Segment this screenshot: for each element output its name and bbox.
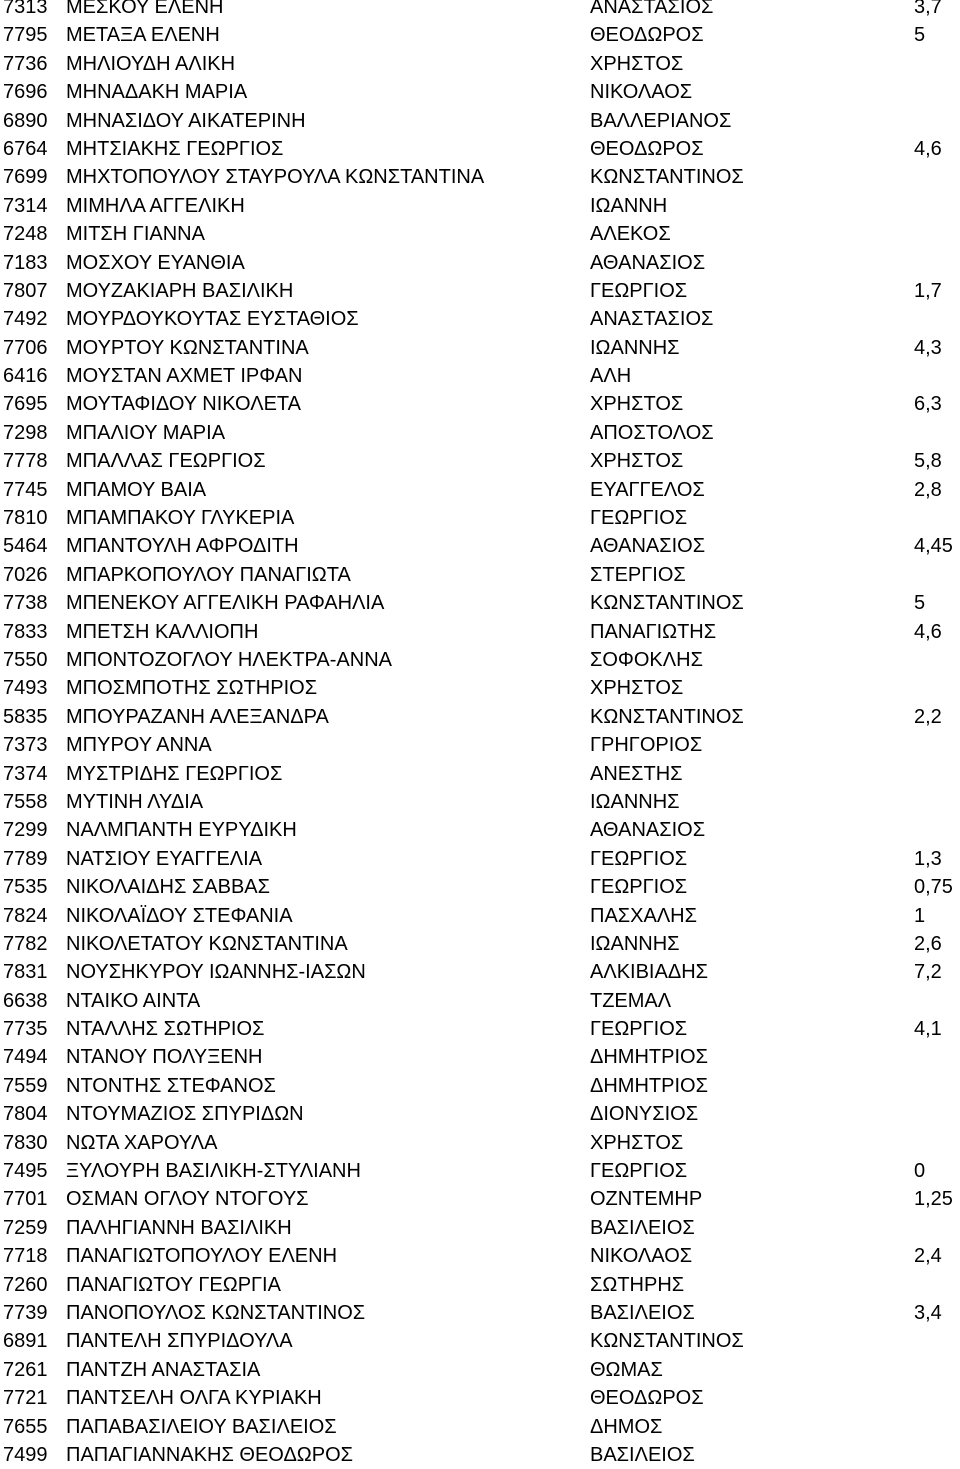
row-father-name: ΔΗΜΗΤΡΙΟΣ (590, 1074, 708, 1097)
row-full-name: ΜΠΕΝΕΚΟΥ ΑΓΓΕΛΙΚΗ ΡΑΦΑΗΛΙΑ (66, 592, 385, 615)
row-full-name: ΜΠΟΣΜΠΟΤΗΣ ΣΩΤΗΡΙΟΣ (66, 677, 318, 700)
list-row (0, 731, 960, 759)
row-id: 7299 (3, 819, 48, 842)
row-grade: 0 (914, 1160, 926, 1183)
row-full-name: ΠΑΝΑΓΙΩΤΟΠΟΥΛΟΥ ΕΛΕΝΗ (66, 1245, 338, 1268)
row-father-name: ΑΛΗ (590, 365, 632, 388)
row-grade: 5 (914, 24, 926, 47)
row-grade: 4,6 (914, 137, 942, 160)
row-grade: 2,8 (914, 478, 942, 501)
row-full-name: ΜΠΟΥΡΑΖΑΝΗ ΑΛΕΞΑΝΔΡΑ (66, 705, 329, 728)
row-grade: 3,4 (914, 1301, 942, 1324)
list-row (0, 618, 960, 646)
row-id: 7493 (3, 677, 48, 700)
row-father-name: ΠΑΝΑΓΙΩΤΗΣ (590, 620, 717, 643)
list-row (0, 1242, 960, 1270)
row-id: 7831 (3, 961, 48, 984)
row-full-name: ΝΤΑΝΟΥ ΠΟΛΥΞΕΝΗ (66, 1046, 263, 1069)
row-id: 7550 (3, 648, 48, 671)
row-full-name: ΝΙΚΟΛΑΪΔΟΥ ΣΤΕΦΑΝΙΑ (66, 904, 293, 927)
row-full-name: ΜΟΥΤΑΦΙΔΟΥ ΝΙΚΟΛΕΤΑ (66, 393, 301, 416)
row-father-name: ΝΙΚΟΛΑΟΣ (590, 81, 693, 104)
row-full-name: ΜΟΥΣΤΑΝ ΑΧΜΕΤ ΙΡΦΑΝ (66, 365, 303, 388)
list-row (0, 816, 960, 844)
row-father-name: ΑΛΚΙΒΙΑΔΗΣ (590, 961, 708, 984)
list-row (0, 532, 960, 560)
list-row (0, 930, 960, 958)
row-id: 7706 (3, 336, 48, 359)
row-full-name: ΞΥΛΟΥΡΗ ΒΑΣΙΛΙΚΗ-ΣΤΥΛΙΑΝΗ (66, 1160, 361, 1183)
list-row (0, 21, 960, 49)
row-father-name: ΑΝΑΣΤΑΣΙΟΣ (590, 0, 714, 18)
row-id: 7026 (3, 563, 48, 586)
row-full-name: ΝΤΑΛΛΗΣ ΣΩΤΗΡΙΟΣ (66, 1018, 265, 1041)
row-id: 7313 (3, 0, 48, 18)
row-id: 7830 (3, 1131, 48, 1154)
row-id: 7655 (3, 1415, 48, 1438)
row-id: 7261 (3, 1358, 48, 1381)
list-row (0, 107, 960, 135)
row-father-name: ΓΕΩΡΓΙΟΣ (590, 507, 688, 530)
row-full-name: ΝΙΚΟΛΑΙΔΗΣ ΣΑΒΒΑΣ (66, 876, 270, 899)
row-father-name: ΘΩΜΑΣ (590, 1358, 663, 1381)
list-row (0, 1441, 960, 1469)
row-id: 7833 (3, 620, 48, 643)
row-full-name: ΠΑΝΟΠΟΥΛΟΣ ΚΩΝΣΤΑΝΤΙΝΟΣ (66, 1301, 366, 1324)
list-row (0, 1384, 960, 1412)
row-father-name: ΣΟΦΟΚΛΗΣ (590, 648, 703, 671)
row-id: 7745 (3, 478, 48, 501)
list-row (0, 277, 960, 305)
list-row (0, 703, 960, 731)
row-full-name: ΠΑΝΤΣΕΛΗ ΟΛΓΑ ΚΥΡΙΑΚΗ (66, 1387, 322, 1410)
row-full-name: ΝΑΛΜΠΑΝΤΗ ΕΥΡΥΔΙΚΗ (66, 819, 297, 842)
row-grade: 4,45 (914, 535, 953, 558)
row-full-name: ΝΟΥΣΗΚΥΡΟΥ ΙΩΑΝΝΗΣ-ΙΑΣΩΝ (66, 961, 366, 984)
row-grade: 1,25 (914, 1188, 953, 1211)
row-id: 5464 (3, 535, 48, 558)
row-father-name: ΒΑΣΙΛΕΙΟΣ (590, 1301, 695, 1324)
row-full-name: ΠΑΠΑΓΙΑΝΝΑΚΗΣ ΘΕΟΔΩΡΟΣ (66, 1443, 354, 1466)
row-grade: 3,7 (914, 0, 942, 18)
row-grade: 1,7 (914, 279, 942, 302)
row-full-name: ΜΟΥΡΤΟΥ ΚΩΝΣΤΑΝΤΙΝΑ (66, 336, 309, 359)
row-father-name: ΙΩΑΝΝΗ (590, 194, 668, 217)
row-id: 6764 (3, 137, 48, 160)
row-full-name: ΜΕΣΚΟΥ ΕΛΕΝΗ (66, 0, 224, 18)
row-father-name: ΚΩΝΣΤΑΝΤΙΝΟΣ (590, 166, 744, 189)
row-full-name: ΝΩΤΑ ΧΑΡΟΥΛΑ (66, 1131, 218, 1154)
list-row (0, 419, 960, 447)
row-father-name: ΣΤΕΡΓΙΟΣ (590, 563, 686, 586)
row-grade: 7,2 (914, 961, 942, 984)
list-row (0, 1100, 960, 1128)
row-father-name: ΓΕΩΡΓΙΟΣ (590, 279, 688, 302)
row-father-name: ΒΑΛΛΕΡΙΑΝΟΣ (590, 109, 732, 132)
row-id: 7738 (3, 592, 48, 615)
list-row (0, 305, 960, 333)
row-father-name: ΑΘΑΝΑΣΙΟΣ (590, 251, 706, 274)
list-row (0, 1327, 960, 1355)
row-id: 7721 (3, 1387, 48, 1410)
row-id: 7804 (3, 1103, 48, 1126)
list-row (0, 1271, 960, 1299)
row-father-name: ΤΖΕΜΑΛ (590, 989, 672, 1012)
row-father-name: ΑΠΟΣΤΟΛΟΣ (590, 421, 714, 444)
row-id: 7736 (3, 52, 48, 75)
row-id: 7499 (3, 1443, 48, 1466)
list-row (0, 561, 960, 589)
row-grade: 5,8 (914, 450, 942, 473)
list-row (0, 163, 960, 191)
row-id: 7559 (3, 1074, 48, 1097)
list-row (0, 1129, 960, 1157)
row-full-name: ΝΑΤΣΙΟΥ ΕΥΑΓΓΕΛΙΑ (66, 847, 263, 870)
row-full-name: ΜΠΑΝΤΟΥΛΗ ΑΦΡΟΔΙΤΗ (66, 535, 299, 558)
list-row (0, 447, 960, 475)
row-id: 6890 (3, 109, 48, 132)
row-grade: 2,4 (914, 1245, 942, 1268)
row-grade: 4,6 (914, 620, 942, 643)
row-grade: 1 (914, 904, 926, 927)
row-full-name: ΜΠΑΡΚΟΠΟΥΛΟΥ ΠΑΝΑΓΙΩΤΑ (66, 563, 351, 586)
row-full-name: ΜΙΤΣΗ ΓΙΑΝΝΑ (66, 223, 205, 246)
list-row (0, 135, 960, 163)
row-father-name: ΘΕΟΔΩΡΟΣ (590, 24, 704, 47)
row-grade: 6,3 (914, 393, 942, 416)
row-father-name: ΝΙΚΟΛΑΟΣ (590, 1245, 693, 1268)
list-row (0, 220, 960, 248)
row-full-name: ΜΗΤΣΙΑΚΗΣ ΓΕΩΡΓΙΟΣ (66, 137, 284, 160)
row-full-name: ΜΥΣΤΡΙΔΗΣ ΓΕΩΡΓΙΟΣ (66, 762, 283, 785)
list-row (0, 845, 960, 873)
row-grade: 4,3 (914, 336, 942, 359)
row-id: 7778 (3, 450, 48, 473)
list-row (0, 78, 960, 106)
row-id: 6416 (3, 365, 48, 388)
list-row (0, 334, 960, 362)
list-row (0, 958, 960, 986)
list-row (0, 1043, 960, 1071)
row-full-name: ΠΑΝΤΕΛΗ ΣΠΥΡΙΔΟΥΛΑ (66, 1330, 293, 1353)
row-father-name: ΟΖΝΤΕΜΗΡ (590, 1188, 703, 1211)
row-id: 7298 (3, 421, 48, 444)
list-row (0, 0, 960, 21)
list-row (0, 873, 960, 901)
row-id: 7374 (3, 762, 48, 785)
row-father-name: ΙΩΑΝΝΗΣ (590, 932, 680, 955)
row-father-name: ΓΕΩΡΓΙΟΣ (590, 1018, 688, 1041)
row-father-name: ΑΝΑΣΤΑΣΙΟΣ (590, 308, 714, 331)
row-father-name: ΒΑΣΙΛΕΙΟΣ (590, 1443, 695, 1466)
list-row (0, 760, 960, 788)
row-father-name: ΑΝΕΣΤΗΣ (590, 762, 683, 785)
row-full-name: ΠΑΝΤΖΗ ΑΝΑΣΤΑΣΙΑ (66, 1358, 261, 1381)
row-father-name: ΔΗΜΟΣ (590, 1415, 663, 1438)
list-row (0, 589, 960, 617)
row-grade: 4,1 (914, 1018, 942, 1041)
row-full-name: ΜΠΑΜΟΥ ΒΑΙΑ (66, 478, 207, 501)
row-id: 7807 (3, 279, 48, 302)
row-id: 7492 (3, 308, 48, 331)
list-row (0, 1072, 960, 1100)
row-father-name: ΚΩΝΣΤΑΝΤΙΝΟΣ (590, 592, 744, 615)
row-full-name: ΜΥΤΙΝΗ ΛΥΔΙΑ (66, 790, 204, 813)
list-row (0, 192, 960, 220)
row-id: 7495 (3, 1160, 48, 1183)
row-id: 7695 (3, 393, 48, 416)
row-father-name: ΓΕΩΡΓΙΟΣ (590, 876, 688, 899)
row-full-name: ΜΙΜΗΛΑ ΑΓΓΕΛΙΚΗ (66, 194, 245, 217)
row-father-name: ΧΡΗΣΤΟΣ (590, 52, 684, 75)
row-full-name: ΜΠΑΛΙΟΥ ΜΑΡΙΑ (66, 421, 226, 444)
row-full-name: ΜΗΝΑΣΙΔΟΥ ΑΙΚΑΤΕΡΙΝΗ (66, 109, 306, 132)
row-full-name: ΜΗΧΤΟΠΟΥΛΟΥ ΣΤΑΥΡΟΥΛΑ ΚΩΝΣΤΑΝΤΙΝΑ (66, 166, 485, 189)
row-id: 7701 (3, 1188, 48, 1211)
row-full-name: ΝΤΟΝΤΗΣ ΣΤΕΦΑΝΟΣ (66, 1074, 276, 1097)
row-father-name: ΑΘΑΝΑΣΙΟΣ (590, 535, 706, 558)
row-father-name: ΧΡΗΣΤΟΣ (590, 393, 684, 416)
list-row (0, 362, 960, 390)
row-grade: 2,6 (914, 932, 942, 955)
row-father-name: ΘΕΟΔΩΡΟΣ (590, 1387, 704, 1410)
list-row (0, 788, 960, 816)
list-row (0, 902, 960, 930)
row-full-name: ΠΑΝΑΓΙΩΤΟΥ ΓΕΩΡΓΙΑ (66, 1273, 281, 1296)
list-row (0, 1299, 960, 1327)
row-id: 7314 (3, 194, 48, 217)
list-row (0, 1185, 960, 1213)
row-grade: 1,3 (914, 847, 942, 870)
row-father-name: ΔΙΟΝΥΣΙΟΣ (590, 1103, 699, 1126)
row-id: 7248 (3, 223, 48, 246)
list-row (0, 50, 960, 78)
row-grade: 2,2 (914, 705, 942, 728)
row-full-name: ΠΑΠΑΒΑΣΙΛΕΙΟΥ ΒΑΣΙΛΕΙΟΣ (66, 1415, 337, 1438)
row-father-name: ΙΩΑΝΝΗΣ (590, 336, 680, 359)
row-father-name: ΧΡΗΣΤΟΣ (590, 450, 684, 473)
list-row (0, 1157, 960, 1185)
row-full-name: ΜΟΥΡΔΟΥΚΟΥΤΑΣ ΕΥΣΤΑΘΙΟΣ (66, 308, 359, 331)
list-row (0, 249, 960, 277)
row-full-name: ΝΙΚΟΛΕΤΑΤΟΥ ΚΩΝΣΤΑΝΤΙΝΑ (66, 932, 348, 955)
row-grade: 0,75 (914, 876, 953, 899)
row-full-name: ΜΠΥΡΟΥ ΑΝΝΑ (66, 734, 212, 757)
row-id: 7494 (3, 1046, 48, 1069)
row-id: 7183 (3, 251, 48, 274)
row-id: 7373 (3, 734, 48, 757)
row-id: 7739 (3, 1301, 48, 1324)
list-row (0, 476, 960, 504)
row-id: 7696 (3, 81, 48, 104)
list-row (0, 646, 960, 674)
row-full-name: ΜΕΤΑΞΑ ΕΛΕΝΗ (66, 24, 220, 47)
row-full-name: ΝΤΟΥΜΑΖΙΟΣ ΣΠΥΡΙΔΩΝ (66, 1103, 304, 1126)
row-grade: 5 (914, 592, 926, 615)
row-father-name: ΓΡΗΓΟΡΙΟΣ (590, 734, 703, 757)
row-id: 6891 (3, 1330, 48, 1353)
row-father-name: ΓΕΩΡΓΙΟΣ (590, 847, 688, 870)
row-id: 7260 (3, 1273, 48, 1296)
row-full-name: ΜΠΑΜΠΑΚΟΥ ΓΛΥΚΕΡΙΑ (66, 507, 295, 530)
row-father-name: ΑΘΑΝΑΣΙΟΣ (590, 819, 706, 842)
row-id: 7789 (3, 847, 48, 870)
list-row (0, 1413, 960, 1441)
row-father-name: ΠΑΣΧΑΛΗΣ (590, 904, 697, 927)
list-row (0, 1015, 960, 1043)
row-id: 7810 (3, 507, 48, 530)
row-id: 7558 (3, 790, 48, 813)
row-father-name: ΔΗΜΗΤΡΙΟΣ (590, 1046, 708, 1069)
row-father-name: ΑΛΕΚΟΣ (590, 223, 671, 246)
list-row (0, 504, 960, 532)
row-id: 7782 (3, 932, 48, 955)
row-full-name: ΠΑΛΗΓΙΑΝΝΗ ΒΑΣΙΛΙΚΗ (66, 1216, 292, 1239)
row-father-name: ΧΡΗΣΤΟΣ (590, 677, 684, 700)
row-id: 7699 (3, 166, 48, 189)
row-id: 6638 (3, 989, 48, 1012)
list-row (0, 1356, 960, 1384)
row-full-name: ΝΤΑΙΚΟ ΑΙΝΤΑ (66, 989, 201, 1012)
row-full-name: ΟΣΜΑΝ ΟΓΛΟΥ ΝΤΟΓΟΥΣ (66, 1188, 309, 1211)
row-father-name: ΚΩΝΣΤΑΝΤΙΝΟΣ (590, 705, 744, 728)
row-full-name: ΜΟΥΖΑΚΙΑΡΗ ΒΑΣΙΛΙΚΗ (66, 279, 294, 302)
list-row (0, 1214, 960, 1242)
row-full-name: ΜΟΣΧΟΥ ΕΥΑΝΘΙΑ (66, 251, 245, 274)
row-father-name: ΘΕΟΔΩΡΟΣ (590, 137, 704, 160)
list-row (0, 674, 960, 702)
row-full-name: ΜΠΕΤΣΗ ΚΑΛΛΙΟΠΗ (66, 620, 259, 643)
row-full-name: ΜΠΟΝΤΟΖΟΓΛΟΥ ΗΛΕΚΤΡΑ-ΑΝΝΑ (66, 648, 392, 671)
row-id: 5835 (3, 705, 48, 728)
list-row (0, 987, 960, 1015)
list-row (0, 390, 960, 418)
row-father-name: ΚΩΝΣΤΑΝΤΙΝΟΣ (590, 1330, 744, 1353)
row-father-name: ΕΥΑΓΓΕΛΟΣ (590, 478, 705, 501)
row-full-name: ΜΗΝΑΔΑΚΗ ΜΑΡΙΑ (66, 81, 248, 104)
row-id: 7735 (3, 1018, 48, 1041)
row-full-name: ΜΗΛΙΟΥΔΗ ΑΛΙΚΗ (66, 52, 236, 75)
row-id: 7824 (3, 904, 48, 927)
row-father-name: ΧΡΗΣΤΟΣ (590, 1131, 684, 1154)
row-father-name: ΙΩΑΝΝΗΣ (590, 790, 680, 813)
row-id: 7535 (3, 876, 48, 899)
row-id: 7718 (3, 1245, 48, 1268)
row-father-name: ΒΑΣΙΛΕΙΟΣ (590, 1216, 695, 1239)
row-father-name: ΣΩΤΗΡΗΣ (590, 1273, 685, 1296)
row-id: 7795 (3, 24, 48, 47)
row-full-name: ΜΠΑΛΛΑΣ ΓΕΩΡΓΙΟΣ (66, 450, 266, 473)
row-id: 7259 (3, 1216, 48, 1239)
row-father-name: ΓΕΩΡΓΙΟΣ (590, 1160, 688, 1183)
